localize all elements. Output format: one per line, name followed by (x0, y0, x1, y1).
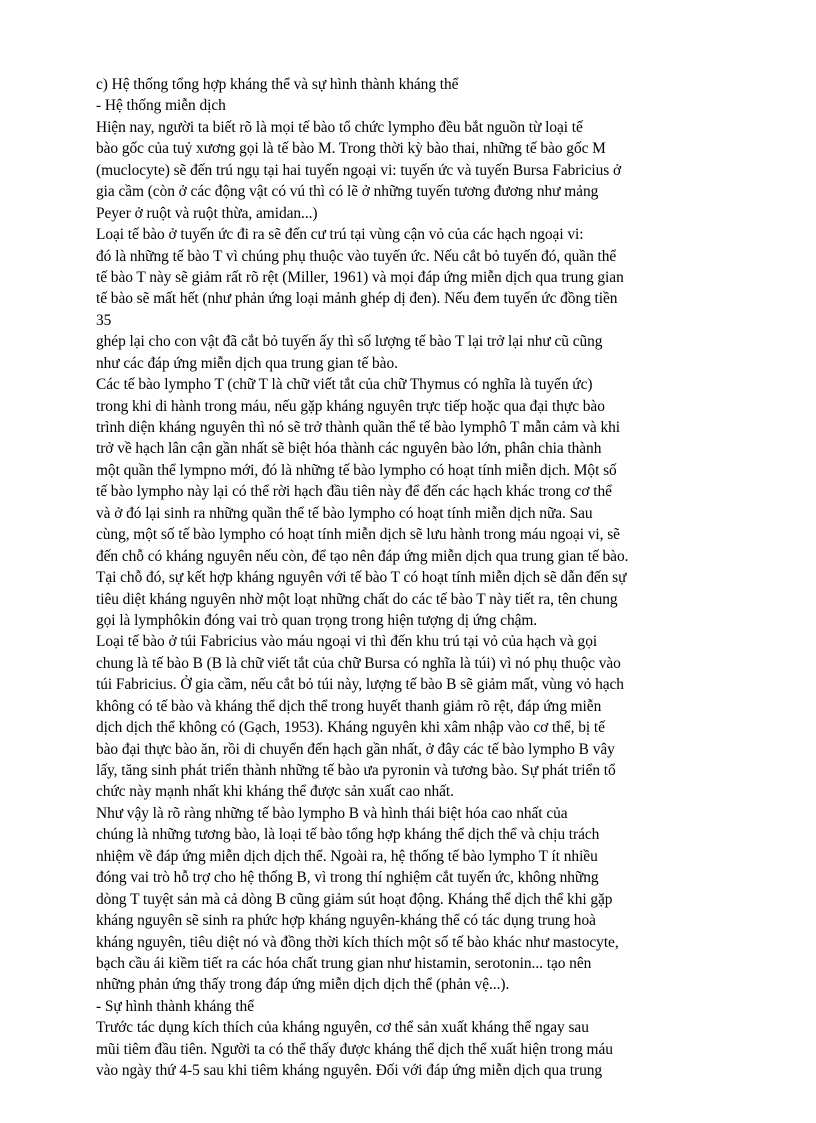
text-line: đến chỗ có kháng nguyên nếu còn, để tạo nên đáp ứng miễn dịch qua trung gian tế bào. (96, 547, 629, 565)
section-heading: c) Hệ thống tổng hợp kháng thể và sự hình thành kháng thể (96, 76, 459, 93)
text-line: những phản ứng thấy trong đáp ứng miễn dịch dịch thể (phản vệ...). (96, 976, 510, 994)
text-line: như các đáp ứng miễn dịch qua trung gian tế bào. (96, 354, 398, 372)
text-line: Trước tác dụng kích thích của kháng nguyên, cơ thể sản xuất kháng thể ngay sau (96, 1019, 589, 1037)
text-line: Tại chỗ đó, sự kết hợp kháng nguyên với tế bào T có hoạt tính miễn dịch sẽ dẫn đến sự (96, 569, 627, 587)
text-line: cùng, một số tế bào lympho có hoạt tính miễn dịch sẽ lưu hành trong máu ngoại vi, sẽ (96, 526, 620, 544)
subsection-heading: - Hệ thống miễn dịch (96, 97, 226, 115)
text-line: trong khi di hành trong máu, nếu gặp kháng nguyên trực tiếp hoặc qua đại thực bào (96, 397, 605, 415)
text-line: ghép lại cho con vật đã cắt bỏ tuyến ấy thì số lượng tế bào T lại trở lại như cũ cũng (96, 333, 603, 351)
text-line: dòng T tuyệt sản mà cả dòng B cũng giảm sút hoạt động. Kháng thể dịch thể khi gặp (96, 890, 613, 908)
text-line: kháng nguyên sẽ sinh ra phức hợp kháng nguyên-kháng thể có tác dụng trung hoà (96, 912, 596, 930)
text-line: Loại tế bào ở tuyến ức đi ra sẽ đến cư trú tại vùng cận vỏ của các hạch ngoại vi: (96, 226, 584, 244)
text-line: Như vậy là rõ ràng những tế bào lympho B và hình thái biệt hóa cao nhất của (96, 804, 568, 822)
text-line: gia cầm (còn ở các động vật có vú thì có lẽ ở những tuyến tương đương như mảng (96, 183, 599, 201)
text-line: lấy, tăng sinh phát triển thành những tế bào ưa pyronin và tương bào. Sự phát triển tổ (96, 762, 616, 779)
text-line: đóng vai trò hỗ trợ cho hệ thống B, vì trong thí nghiệm cắt tuyến ức, không những (96, 869, 599, 887)
text-line: mũi tiêm đầu tiên. Người ta có thể thấy được kháng thể dịch thể xuất hiện trong máu (96, 1040, 613, 1058)
text-line: kháng nguyên, tiêu diệt nó và đồng thời kích thích một số tế bào khác như mastocyte, (96, 933, 619, 951)
text-line: Peyer ở ruột và ruột thừa, amidan...) (96, 204, 318, 222)
text-line: chức này mạnh nhất khi kháng thể được sản xuất cao nhất. (96, 783, 454, 801)
text-line: nhiệm về đáp ứng miễn dịch dịch thể. Ngoài ra, hệ thống tế bào lympho T ít nhiều (96, 847, 598, 865)
text-line: trở về hạch lân cận gần nhất sẽ biệt hóa thành các nguyên bào lớn, phân chia thành (96, 440, 602, 458)
document-body (96, 74, 658, 1082)
text-line: (muclocyte) sẽ đến trú ngụ tại hai tuyến ngoại vi: tuyến ức và tuyến Bursa Fabricius ở (96, 161, 622, 179)
text-line: bạch cầu ái kiềm tiết ra các hóa chất trung gian như histamin, serotonin... tạo nên (96, 954, 592, 972)
text-line: đó là những tế bào T vì chúng phụ thuộc vào tuyến ức. Nếu cắt bỏ tuyến đó, quần thể (96, 247, 617, 265)
subsection-heading: - Sự hình thành kháng thể (96, 997, 254, 1015)
text-line: tế bào lympho này lại có thể rời hạch đầu tiên này để đến các hạch khác trong cơ thể (96, 483, 612, 501)
text-line: Các tế bào lympho T (chữ T là chữ viết tắt của chữ Thymus có nghĩa là tuyến ức) (96, 376, 593, 394)
text-line: không có tế bào và kháng thể dịch thể trong huyết thanh giảm rõ rệt, đáp ứng miễn (96, 697, 602, 715)
text-line: tế bào sẽ mất hết (như phản ứng loại mảnh ghép dị đen). Nếu đem tuyến ức đồng tiền (96, 290, 618, 308)
text-line: chúng là những tương bào, là loại tế bào tổng hợp kháng thể dịch thể và chịu trách (96, 826, 600, 844)
text-line: Loại tế bào ở túi Fabricius vào máu ngoại vi thì đến khu trú tại vỏ của hạch và gọi (96, 633, 598, 651)
text-line: gọi là lymphôkin đóng vai trò quan trọng trong hiện tượng dị ứng chậm. (96, 611, 538, 629)
text-line: túi Fabricius. Ở gia cầm, nếu cắt bỏ túi này, lượng tế bào B sẽ giảm mất, vùng vỏ hạch (96, 676, 624, 694)
text-line: tiêu diệt kháng nguyên nhờ một loạt những chất do các tế bào T này tiết ra, tên chung (96, 590, 618, 608)
text-line: vào ngày thứ 4-5 sau khi tiêm kháng nguyên. Đối với đáp ứng miễn dịch qua trung (96, 1062, 603, 1080)
text-line: tế bào T này sẽ giảm rất rõ rệt (Miller, 1961) và mọi đáp ứng miễn dịch qua trung gian (96, 268, 624, 286)
text-line: dịch dịch thể không có (Gạch, 1953). Kháng nguyên khi xâm nhập vào cơ thể, bị tế (96, 719, 605, 737)
text-line: Hiện nay, người ta biết rõ là mọi tế bào tổ chức lympho đều bắt nguồn từ loại tế (96, 118, 583, 136)
text-line: bào đại thực bào ăn, rồi di chuyển đến hạch gần nhất, ở đây các tế bào lympho B vây (96, 740, 615, 758)
page-number: 35 (96, 311, 112, 329)
text-line: chung là tế bào B (B là chữ viết tắt của chữ Bursa có nghĩa là túi) vì nó phụ thuộc vào (96, 654, 621, 672)
text-line: trình diện kháng nguyên thì nó sẽ trở thành quần thể tế bào lymphô T mẫn cảm và khi (96, 419, 621, 436)
text-line: một quần thể lympno mới, đó là những tế bào lympho có hoạt tính miễn dịch. Một số (96, 461, 617, 479)
text-line: và ở đó lại sinh ra những quần thể tế bào lympho có hoạt tính miễn dịch nữa. Sau (96, 504, 593, 522)
text-line: bào gốc của tuỷ xương gọi là tế bào M. Trong thời kỳ bào thai, những tế bào gốc M (96, 140, 606, 158)
